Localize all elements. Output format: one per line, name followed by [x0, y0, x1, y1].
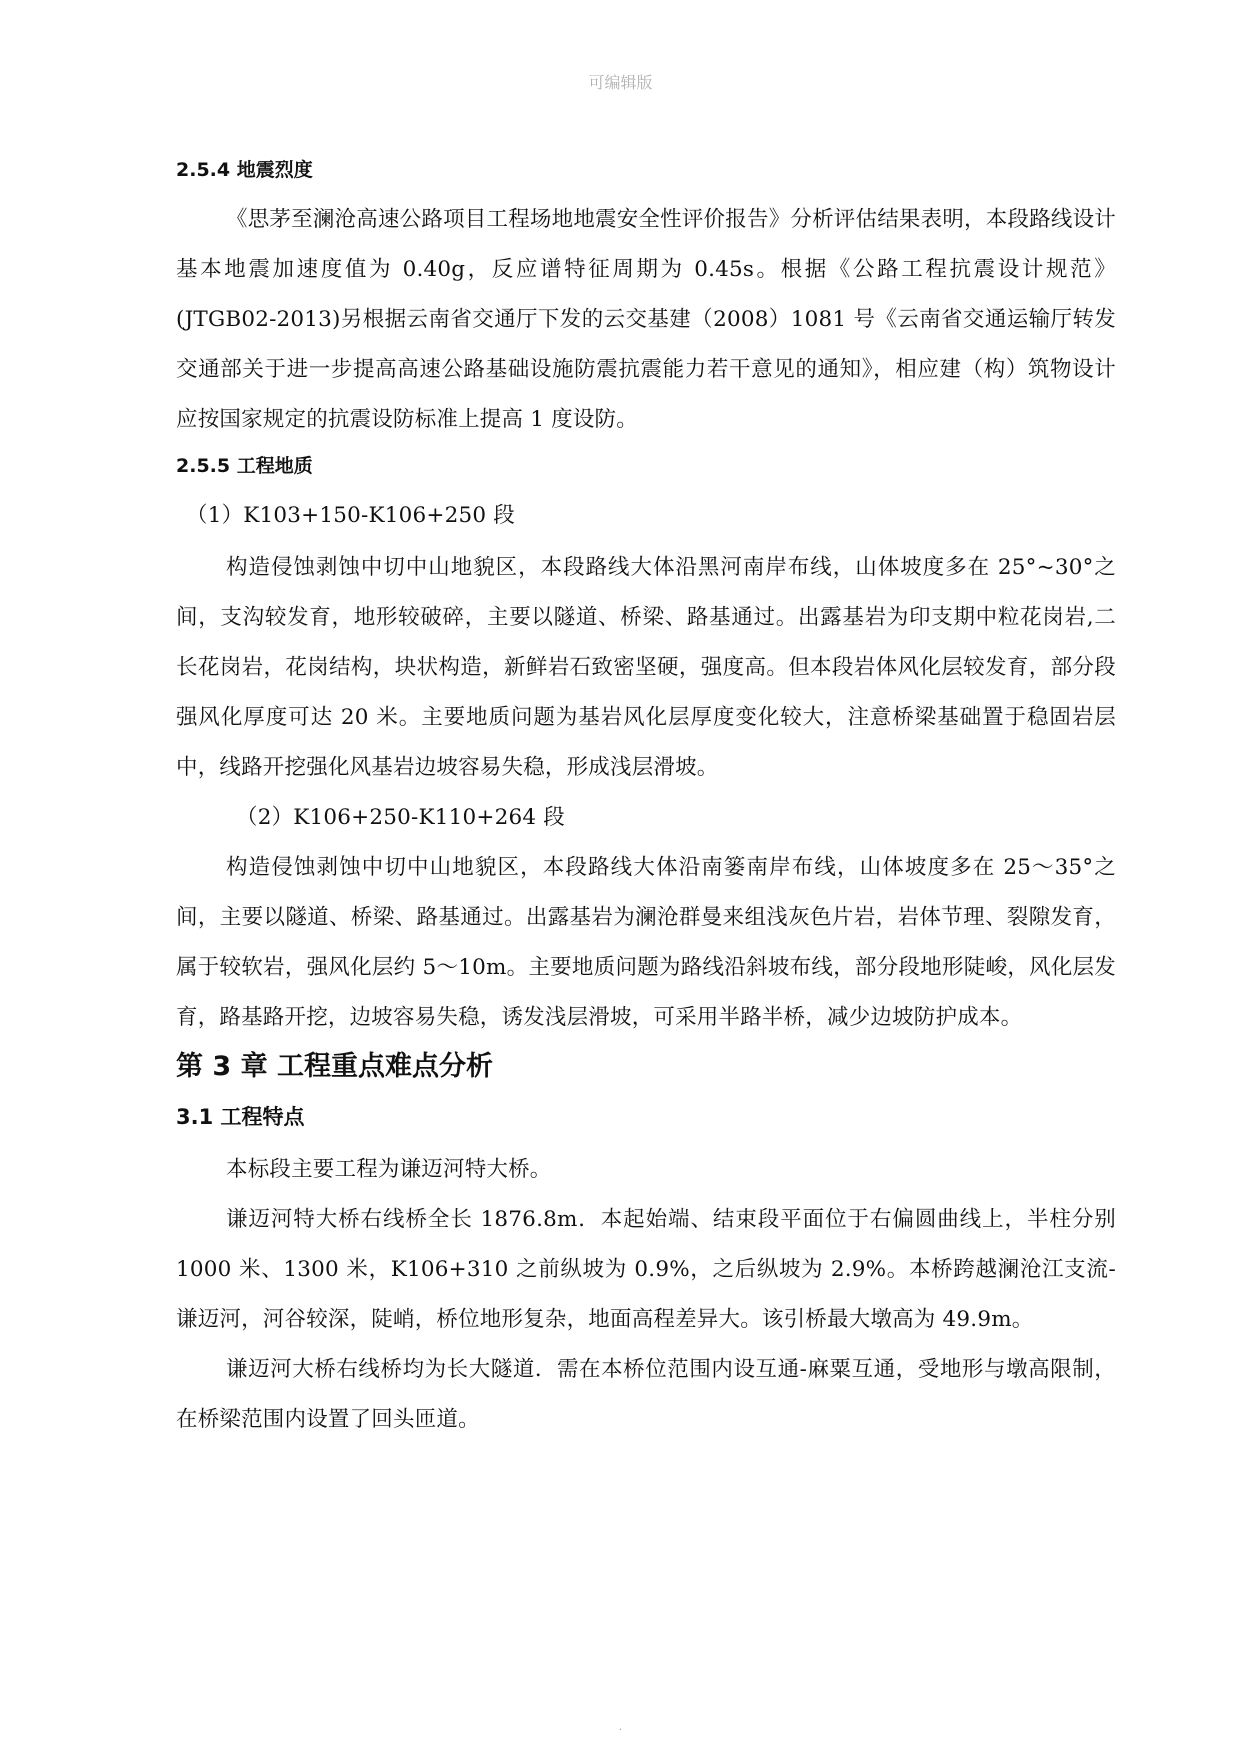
paragraph-seismic: 《思茅至澜沧高速公路项目工程场地地震安全性评价报告》分析评估结果表明，本段路线设计基本地震加速度值为 0.40g，反应谱特征周期为 0.45s。根据《公路工程抗震设计规范》(JTGB02-2013)另根据云南省交通厅下发的云交基建（2008）1081 号《云南省交通运输厅转发交通部关于进一步提高高速公路基础设施防震抗震能力若干意见的通知》，相应建（构）筑物设计应按国家规定的抗震设防标准上提高 1 度设防。 [176, 207, 1116, 432]
paragraph-interchange: 谦迈河大桥右线桥均为长大隧道．需在本桥位范围内设互通-麻粟互通，受地形与墩高限制，在桥梁范围内设置了回头匝道。 [176, 1357, 1116, 1432]
segment-1-title: （1）K103+150-K106+250 段 [186, 503, 515, 528]
segment-2-title: （2）K106+250-K110+264 段 [236, 805, 565, 830]
section-heading-3-1: 3.1 工程特点 [176, 1105, 305, 1129]
section-heading-2-5-5: 2.5.5 工程地质 [176, 455, 313, 477]
footer-mark: . [618, 1722, 623, 1733]
document-body [176, 155, 1116, 1445]
segment-1-text: 构造侵蚀剥蚀中切中山地貌区，本段路线大体沿黑河南岸布线，山体坡度多在 25°~30°之间，支沟较发育，地形较破碎，主要以隧道、桥梁、路基通过。出露基岩为印支期中粒花岗岩,二长花岗岩，花岗结构，块状构造，新鲜岩石致密坚硬，强度高。但本段岩体风化层较发育，部分段强风化厚度可达 20 米。主要地质问题为基岩风化层厚度变化较大，注意桥梁基础置于稳固岩层中，线路开挖强化风基岩边坡容易失稳，形成浅层滑坡。 [176, 555, 1116, 780]
segment-2-text: 构造侵蚀剥蚀中切中山地貌区，本段路线大体沿南篓南岸布线，山体坡度多在 25～35°之间，主要以隧道、桥梁、路基通过。出露基岩为澜沧群曼来组浅灰色片岩，岩体节理、裂隙发育，属于较软岩，强风化层约 5～10m。主要地质问题为路线沿斜坡布线，部分段地形陡峻，风化层发育，路基路开挖，边坡容易失稳，诱发浅层滑坡，可采用半路半桥，减少边坡防护成本。 [176, 855, 1116, 1030]
chapter-heading-3: 第 3 章 工程重点难点分析 [176, 1051, 493, 1082]
watermark: 可编辑版 [588, 73, 653, 92]
paragraph-main-works: 本标段主要工程为谦迈河特大桥。 [226, 1157, 552, 1182]
paragraph-bridge-desc: 谦迈河特大桥右线桥全长 1876.8m．本起始端、结束段平面位于右偏圆曲线上，半柱分别 1000 米、1300 米，K106+310 之前纵坡为 0.9%，之后纵坡为 2.9%。本桥跨越澜沧江支流-谦迈河，河谷较深，陡峭，桥位地形复杂，地面高程差异大。该引桥最大墩高为 49.9m。 [176, 1207, 1116, 1332]
section-heading-2-5-4: 2.5.4 地震烈度 [176, 159, 313, 181]
